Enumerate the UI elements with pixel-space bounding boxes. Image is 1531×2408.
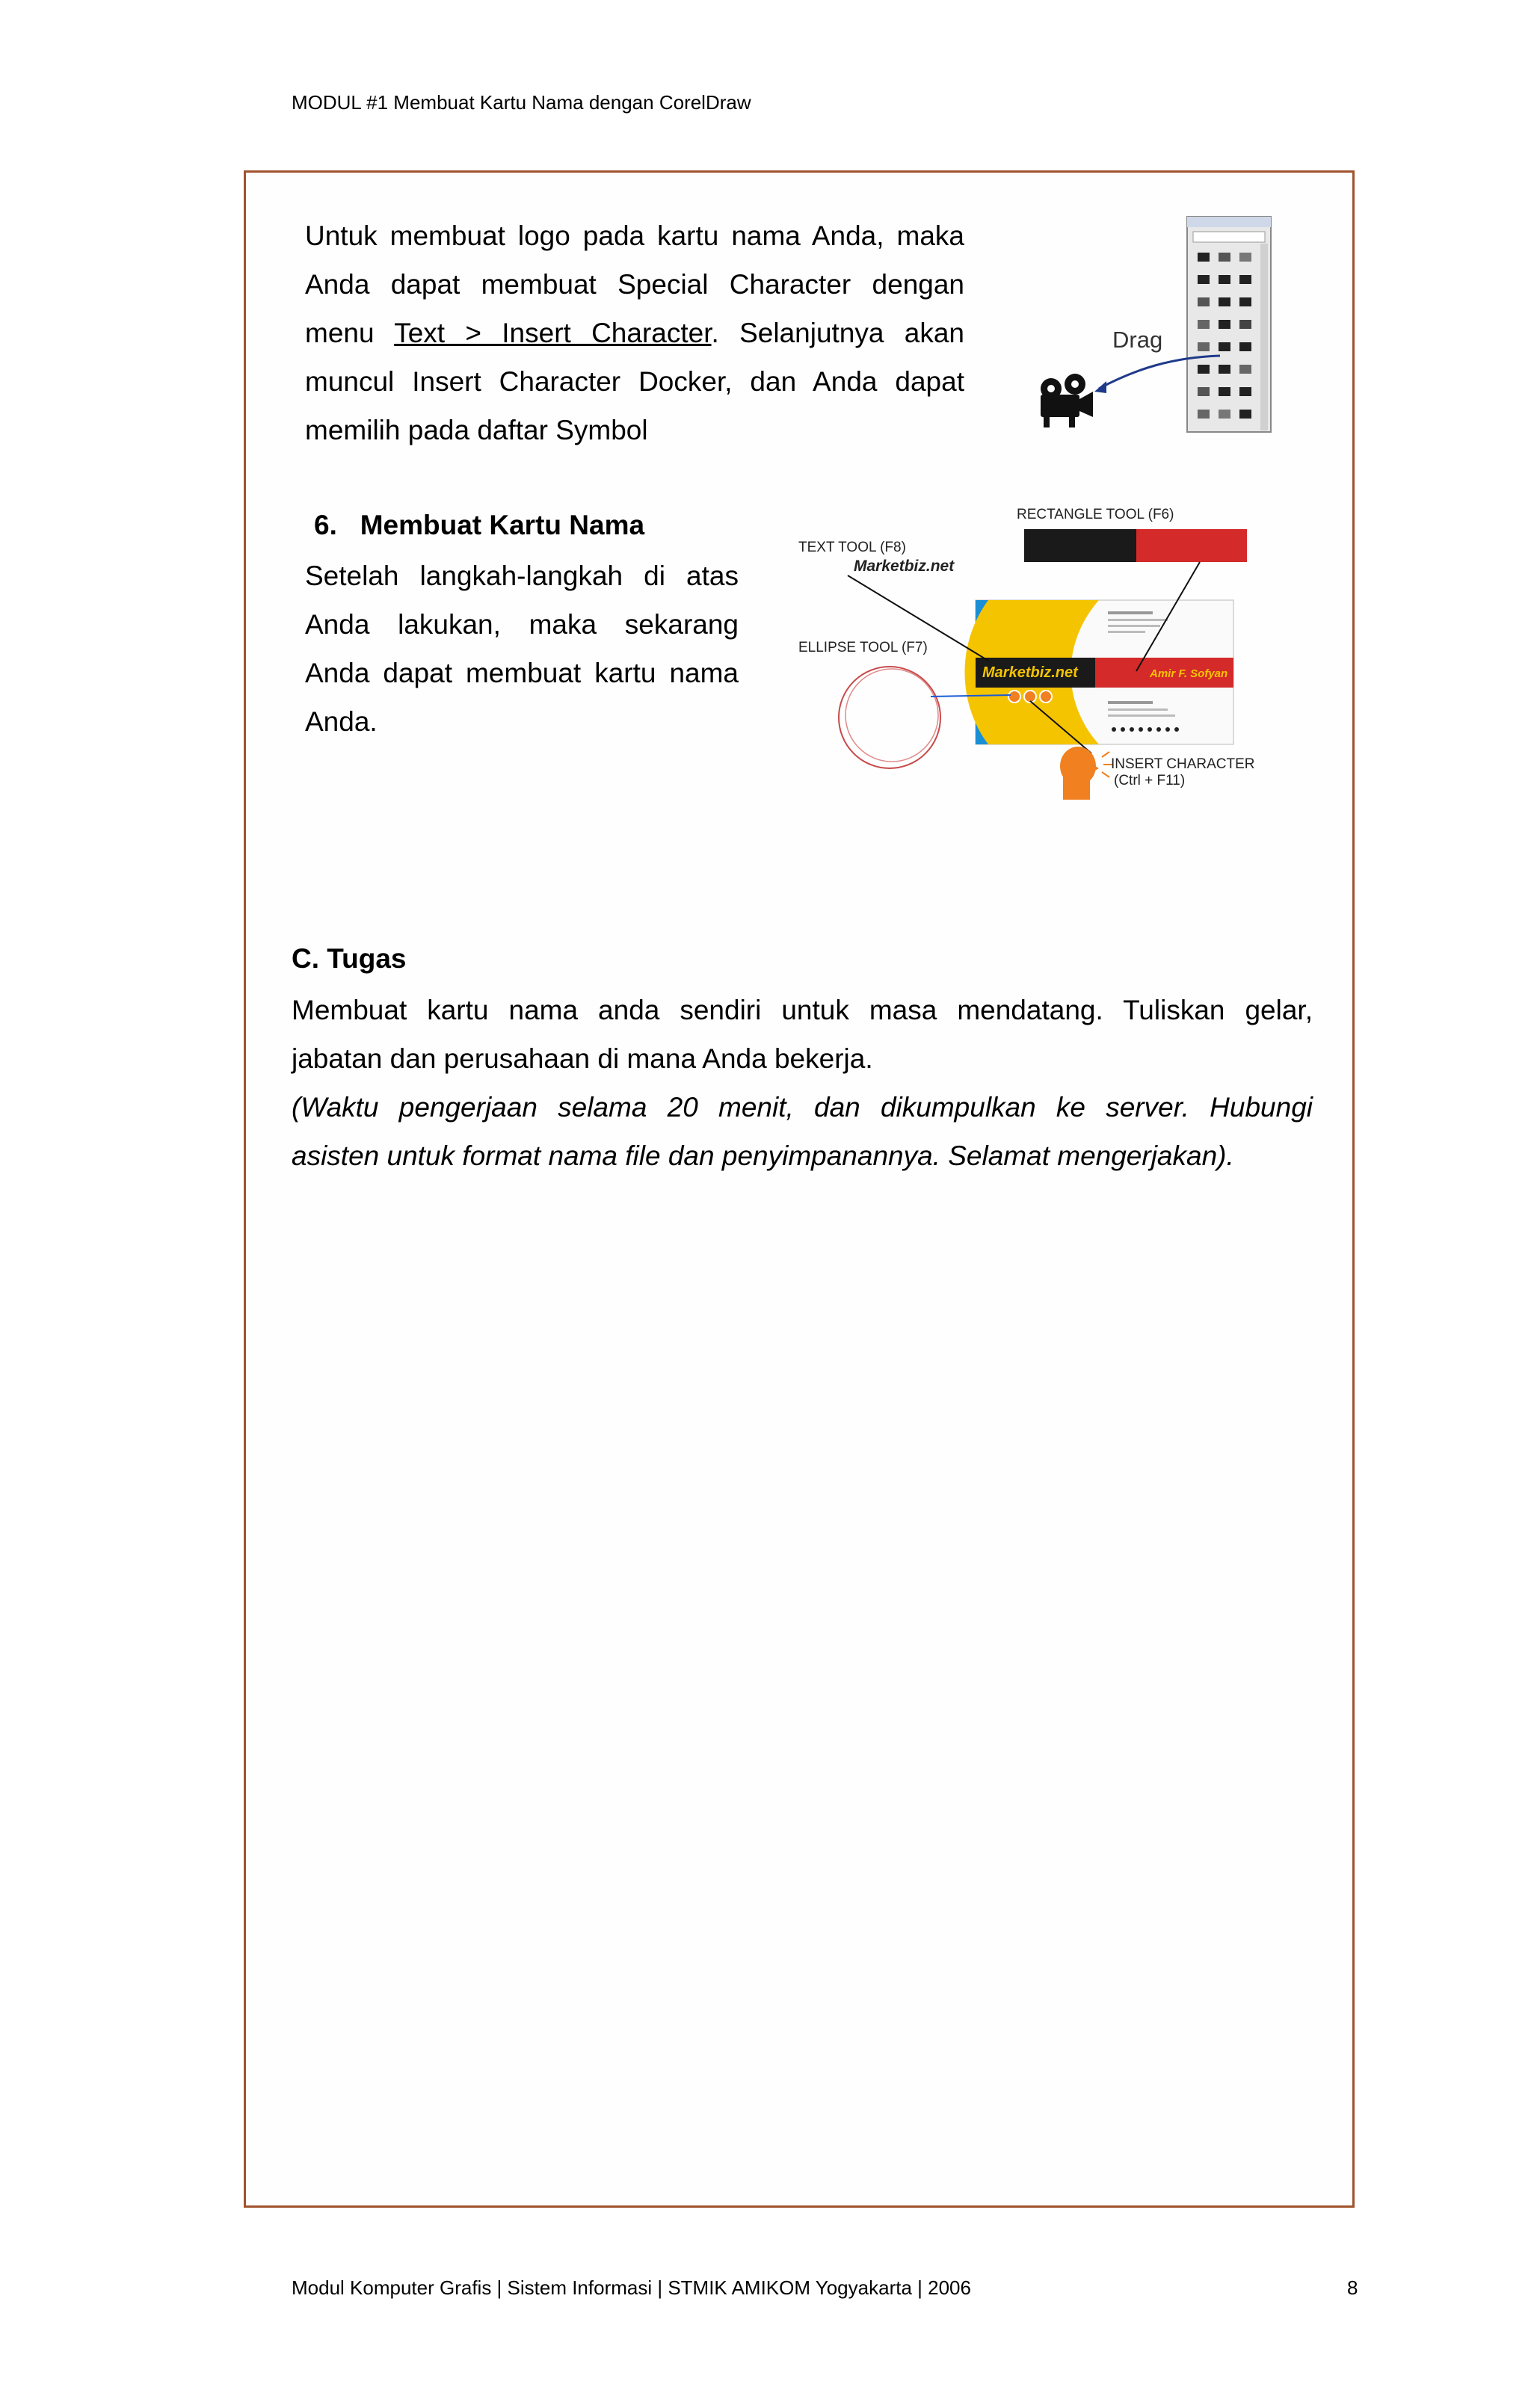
card-logo-text: Marketbiz.net xyxy=(982,664,1078,681)
black-rectangle xyxy=(1024,529,1136,562)
section-6-line-2: Anda lakukan, maka sekarang xyxy=(305,609,739,640)
docker-scrollbar xyxy=(1260,244,1268,430)
section-c-line-4: asisten untuk format nama file dan penyimpanannya. Selamat mengerjakan). xyxy=(292,1140,1234,1171)
ellipse-sample xyxy=(839,667,940,768)
page-number: 8 xyxy=(1347,2276,1358,2299)
section-6-line-4: Anda. xyxy=(305,706,378,737)
insert-character-key: (Ctrl + F11) xyxy=(1114,773,1186,788)
section-6-title: Membuat Kartu Nama xyxy=(360,510,645,540)
card-front xyxy=(965,600,1234,744)
red-rectangle xyxy=(1136,529,1247,562)
rectangle-tool-label: RECTANGLE TOOL (F6) xyxy=(1017,507,1174,522)
section-c-line-1: Membuat kartu nama anda sendiri untuk masa mendatang. Tuliskan gelar, xyxy=(292,995,1313,1025)
menu-path-text: Text > Insert Character xyxy=(394,318,712,348)
card-person-name: Amir F. Sofyan xyxy=(1150,667,1228,680)
content-frame xyxy=(244,170,1355,2208)
drag-label: Drag xyxy=(1112,327,1163,353)
logo-line-1: Untuk membuat logo pada kartu nama Anda, maka xyxy=(305,220,964,251)
logo-line-2: Anda dapat membuat Special Character dengan xyxy=(305,269,964,300)
ellipse-tool-label: ELLIPSE TOOL (F7) xyxy=(798,640,928,655)
section-6-line-1: Setelah langkah-langkah di atas xyxy=(305,561,739,591)
business-card-figure xyxy=(792,501,1286,815)
docker-font-select xyxy=(1193,232,1265,242)
page-header: MODUL #1 Membuat Kartu Nama dengan CorelDraw xyxy=(292,91,751,114)
section-c-line-3: (Waktu pengerjaan selama 20 menit, dan dikumpulkan ke server. Hubungi xyxy=(292,1092,1313,1123)
insert-character-figure xyxy=(1024,215,1286,436)
logo-line-3-pre: menu xyxy=(305,318,395,348)
insert-character-label: INSERT CHARACTER xyxy=(1111,756,1255,772)
logo-line-4: muncul Insert Character Docker, dan Anda dapat xyxy=(305,366,964,397)
section-c-line-2: jabatan dan perusahaan di mana Anda bekerja. xyxy=(292,1043,873,1074)
section-6-line-3: Anda dapat membuat kartu nama xyxy=(305,658,739,688)
logo-line-5: memilih pada daftar Symbol xyxy=(305,415,648,445)
speaking-head-icon xyxy=(1060,747,1099,800)
text-tool-label: TEXT TOOL (F8) xyxy=(798,540,906,555)
marketbiz-sample: Marketbiz.net xyxy=(854,558,955,575)
section-6-number: 6. xyxy=(314,510,337,540)
projector-icon xyxy=(1041,374,1093,427)
ellipse-sample-inner xyxy=(845,669,938,762)
docker-titlebar xyxy=(1187,217,1271,227)
drag-arrowhead xyxy=(1094,381,1106,393)
logo-line-3 xyxy=(305,309,964,357)
logo-line-3-post: . Selanjutnya akan xyxy=(711,318,964,348)
section-c-heading: C. Tugas xyxy=(292,943,407,974)
section-6-heading xyxy=(314,510,644,541)
page-footer: Modul Komputer Grafis | Sistem Informasi | STMIK AMIKOM Yogyakarta | 2006 xyxy=(292,2276,971,2299)
